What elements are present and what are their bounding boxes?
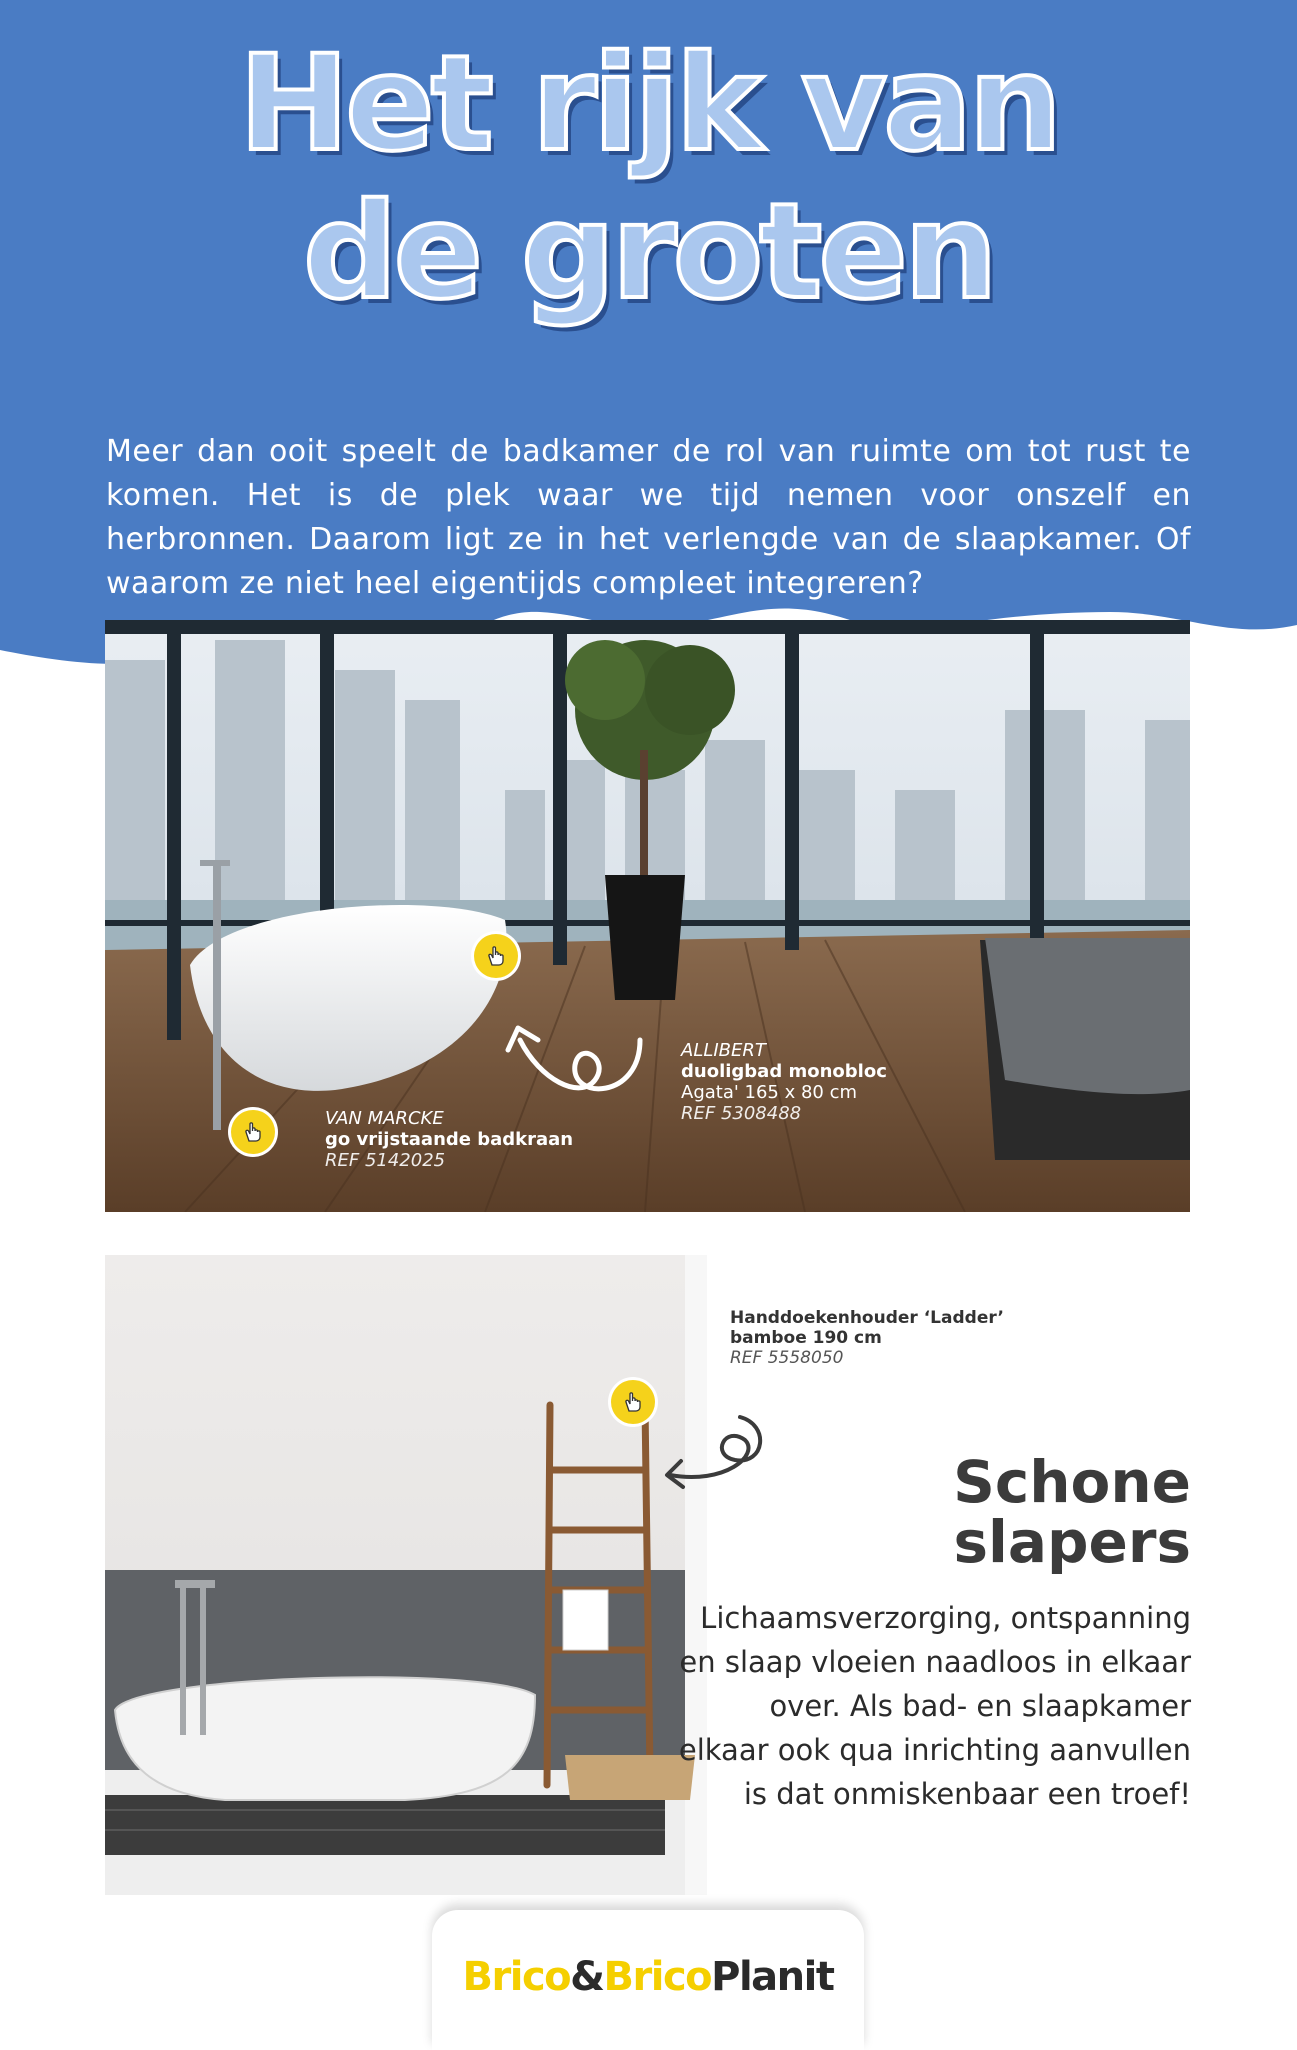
towel-ladder-name-line2: bamboe 190 cm — [730, 1328, 882, 1348]
logo-part-brico-2: Brico — [603, 1954, 712, 2000]
page-title — [0, 27, 1297, 329]
towel-ladder-name-line1: Handdoekenhouder ‘Ladder’ — [730, 1308, 1004, 1328]
bath-ladder-photo — [105, 1255, 707, 1895]
curly-arrow-icon — [655, 1405, 785, 1495]
logo-part-planit: Planit — [711, 1954, 834, 2000]
bathtub-dimensions: Agata' 165 x 80 cm — [681, 1082, 858, 1103]
hand-pointer-icon[interactable] — [231, 1110, 275, 1154]
intro-paragraph: Meer dan ooit speelt de badkamer de rol van ruimte om tot rust te komen. Het is de plek waar we tijd nemen voor onszelf en herbronnen. Daarom ligt ze in het verlengde van de slaapkamer. Of waarom ze niet heel eigentijds compleet integreren? — [106, 434, 1191, 601]
section-paragraph: Lichaamsverzorging, ontspanning en slaap vloeien naadloos in elkaar over. Als bad- en slaapkamer elkaar ook qua inrichting aanvullen is dat onmiskenbaar een troef! — [678, 1601, 1191, 1811]
towel-ladder-caption — [730, 1308, 1050, 1368]
hand-pointer-icon[interactable] — [611, 1380, 655, 1424]
brand-logo[interactable] — [432, 1910, 864, 2050]
faucet-name: go vrijstaande badkraan — [325, 1129, 574, 1150]
faucet-brand: VAN MARCKE — [325, 1108, 444, 1129]
bathtub-name: duoligbad monobloc — [681, 1061, 887, 1082]
towel-ladder-ref: REF 5558050 — [730, 1348, 844, 1368]
logo-text — [463, 1954, 834, 2000]
bathtub-brand: ALLIBERT — [681, 1040, 766, 1061]
section-title-line-1: Schone — [953, 1448, 1191, 1516]
curly-arrow-icon — [500, 1010, 650, 1110]
logo-part-brico-1: Brico — [462, 1954, 571, 2000]
logo-ampersand: & — [570, 1954, 604, 2000]
faucet-ref: REF 5142025 — [325, 1150, 446, 1171]
section-title-line-2: slapers — [953, 1508, 1191, 1576]
hand-pointer-icon[interactable] — [474, 934, 518, 978]
bathtub-caption — [681, 1040, 887, 1124]
title-line-1: Het rijk van — [238, 27, 1059, 181]
faucet-caption — [325, 1108, 573, 1171]
title-line-2: de groten — [303, 175, 994, 329]
section-title — [953, 1448, 1191, 1576]
bathtub-ref: REF 5308488 — [681, 1103, 802, 1124]
